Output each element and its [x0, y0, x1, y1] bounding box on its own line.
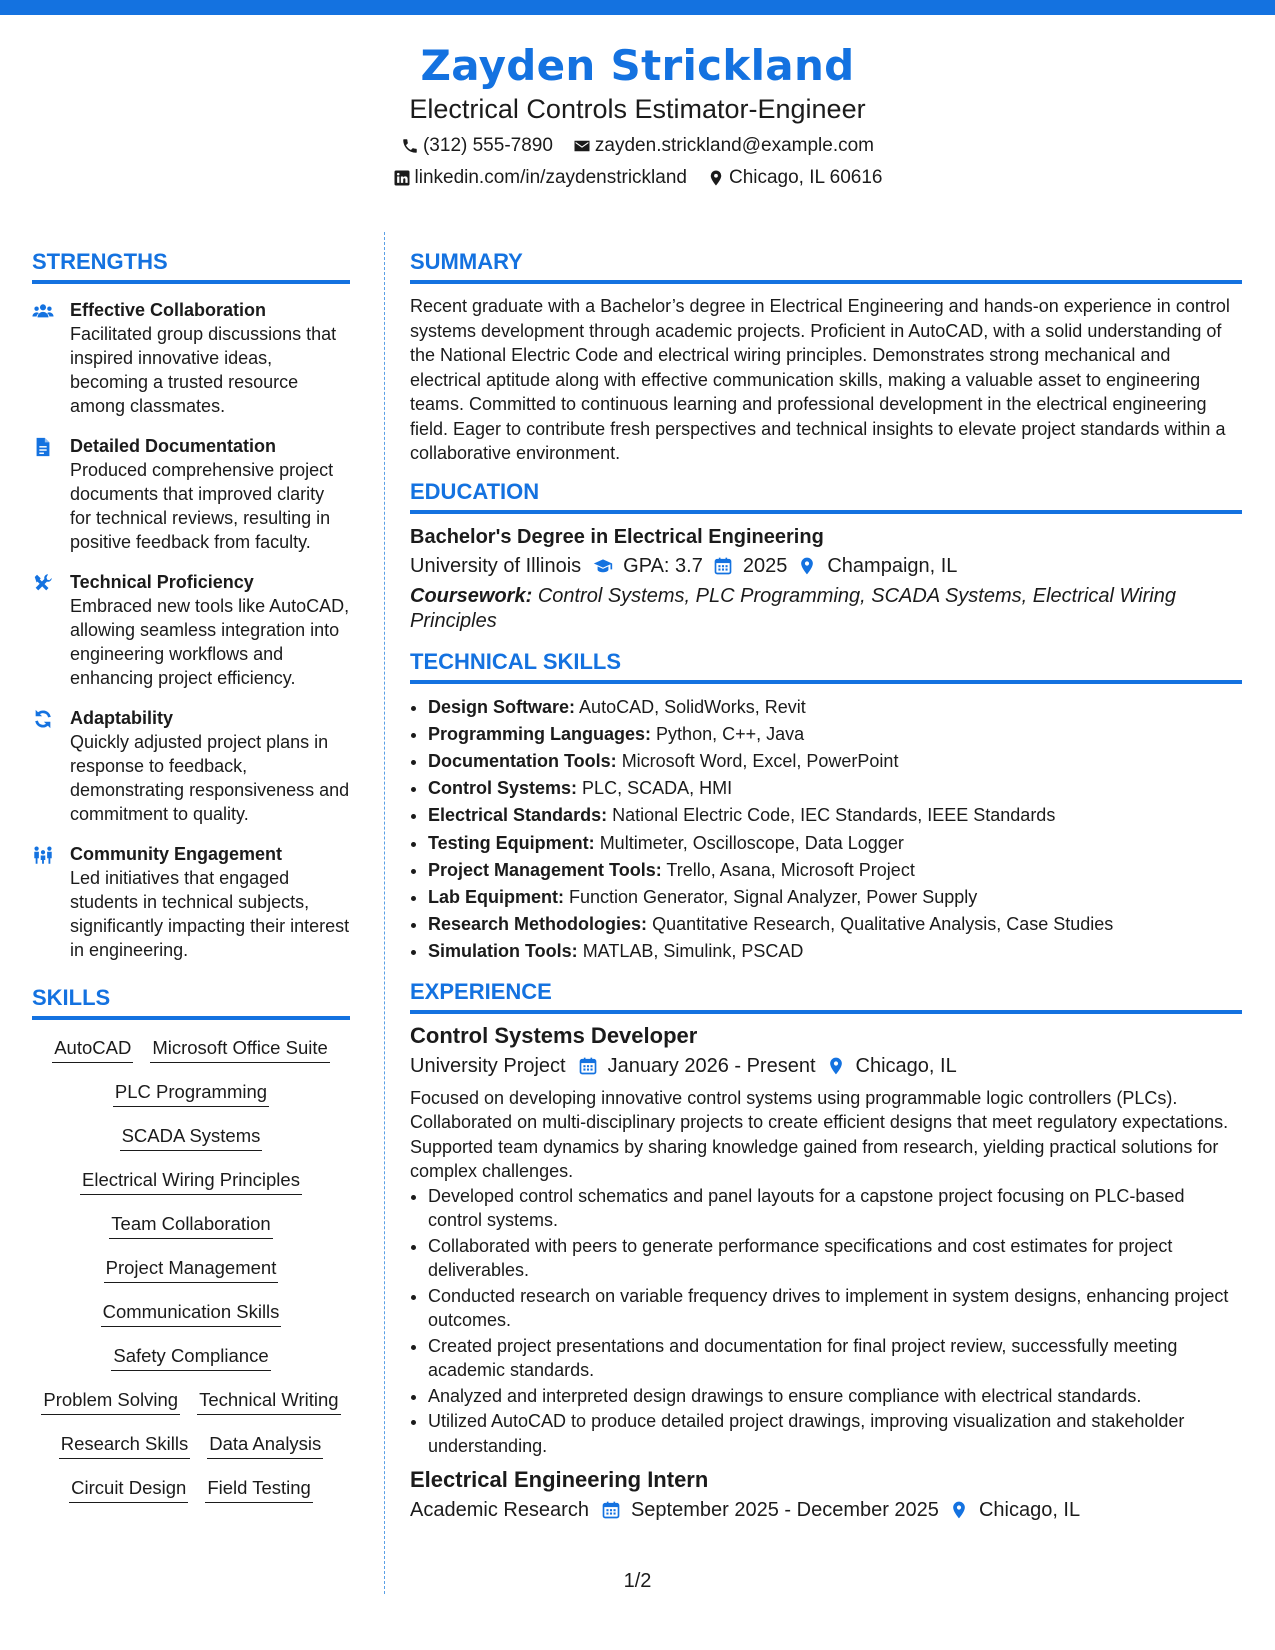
skill-tag: SCADA Systems: [120, 1124, 263, 1151]
resume-header: [0, 40, 1275, 190]
skill-row: [32, 1388, 350, 1415]
tech-skill-label: Design Software:: [428, 696, 576, 717]
list-item: [428, 775, 1242, 802]
coursework-label: Coursework:: [410, 584, 533, 607]
technical-skills-list: [410, 694, 1242, 966]
strength-desc: Led initiatives that engaged students in technical subjects, significantly impacting their interest in engineering.: [70, 868, 350, 960]
contact-line-2: [0, 166, 1275, 190]
phone-icon: [401, 137, 419, 155]
list-item: [428, 721, 1242, 748]
job-location: Chicago, IL: [855, 1054, 957, 1077]
list-item: [428, 830, 1242, 857]
phone-text: (312) 555-7890: [422, 135, 553, 156]
skills-list: [32, 1036, 350, 1503]
tech-skill-value: Multimeter, Oscilloscope, Data Logger: [599, 832, 904, 853]
contact-email[interactable]: [573, 134, 874, 158]
tech-skill-label: Simulation Tools:: [428, 941, 578, 962]
tech-skill-value: AutoCAD, SolidWorks, Revit: [579, 696, 806, 717]
job-title: Electrical Engineering Intern: [410, 1467, 709, 1493]
map-pin-icon: [797, 556, 817, 576]
job-dates: January 2026 - Present: [607, 1054, 816, 1077]
list-item: [428, 938, 1242, 965]
education-coursework: [410, 584, 1242, 634]
contact-linkedin[interactable]: [393, 166, 687, 190]
linkedin-icon: [393, 169, 411, 187]
refresh-icon: [32, 706, 70, 826]
list-item: [428, 694, 1242, 721]
job-org: Academic Research: [410, 1499, 589, 1522]
tech-skill-label: Project Management Tools:: [428, 859, 662, 880]
strength-title: Community Engagement: [70, 844, 283, 864]
job-org: University Project: [410, 1054, 566, 1077]
strength-desc: Facilitated group discussions that inspired innovative ideas, becoming a trusted resource among classmates.: [70, 324, 337, 416]
skill-tag: Technical Writing: [197, 1388, 341, 1415]
strength-item: [32, 706, 350, 826]
list-item: [428, 884, 1242, 911]
strengths-heading: STRENGTHS: [32, 248, 350, 284]
tech-skill-label: Control Systems:: [428, 778, 578, 799]
skill-row: [32, 1168, 350, 1195]
skill-row: [32, 1256, 350, 1283]
skills-heading: SKILLS: [32, 984, 350, 1020]
summary-text: Recent graduate with a Bachelor’s degree in Electrical Engineering and hands-on experience in control systems development through academic projects. Proficient in AutoCAD, with a solid understanding of the National Electric Code and electrical wiring principles. Demonstrates strong mechanical and electrical aptitude along with effective communication skills, making a valuable asset to engineering teams. Committed to continuous learning and professional development in the electrical engineering field. Eager to contribute fresh perspectives and technical insights to elevate project standards within a collaborative environment.: [410, 296, 1230, 463]
map-pin-icon: [949, 1500, 969, 1520]
linkedin-text: linkedin.com/in/zaydenstrickland: [414, 167, 687, 188]
education-year: 2025: [742, 554, 788, 577]
strength-title: Detailed Documentation: [70, 436, 277, 456]
document-icon: [32, 434, 70, 554]
tech-skill-label: Documentation Tools:: [428, 750, 617, 771]
skill-tag: Field Testing: [205, 1476, 313, 1503]
coursework-list: Control Systems, PLC Programming, SCADA Systems, Electrical Wiring Principles: [410, 584, 1176, 632]
tech-skill-label: Electrical Standards:: [428, 805, 608, 826]
candidate-title: Electrical Controls Estimator-Engineer: [409, 94, 866, 124]
job-bullets: [410, 1184, 1242, 1459]
tech-skill-value: Quantitative Research, Qualitative Analysis, Case Studies: [652, 914, 1114, 935]
skill-row: [32, 1300, 350, 1327]
map-pin-icon: [826, 1056, 846, 1076]
strength-item: [32, 570, 350, 690]
job-meta: [410, 1496, 1242, 1524]
list-item: • Developed control schematics and panel layouts for a capstone project focusing on PLC-based control systems.: [428, 1184, 1242, 1233]
tech-skill-value: National Electric Code, IEC Standards, IEEE Standards: [612, 805, 1056, 826]
calendar-icon: [601, 1500, 621, 1520]
email-text: zayden.strickland@example.com: [594, 135, 874, 156]
summary-heading: SUMMARY: [410, 248, 1242, 284]
skill-row: [32, 1476, 350, 1503]
job-entry: [410, 1022, 1242, 1459]
users-icon: [32, 298, 70, 418]
top-accent-bar: [0, 0, 1275, 15]
map-pin-icon: [707, 169, 725, 187]
skill-row: [32, 1124, 350, 1151]
list-item: [428, 748, 1242, 775]
skill-row: [32, 1344, 350, 1371]
education-gpa: GPA: 3.7: [623, 554, 703, 577]
contact-line-1: [0, 134, 1275, 158]
tech-skill-label: Testing Equipment:: [428, 832, 595, 853]
skill-tag: Project Management: [104, 1256, 279, 1283]
tech-skill-value: Function Generator, Signal Analyzer, Power Supply: [569, 886, 978, 907]
list-item: [428, 802, 1242, 829]
job-title: Control Systems Developer: [410, 1022, 698, 1048]
tech-skill-label: Programming Languages:: [428, 723, 652, 744]
tech-skill-value: PLC, SCADA, HMI: [582, 778, 733, 799]
calendar-icon: [713, 556, 733, 576]
tech-skill-value: Python, C++, Java: [656, 723, 805, 744]
strength-item: [32, 842, 350, 962]
job-entry: [410, 1466, 1242, 1524]
tech-skill-label: Lab Equipment:: [428, 886, 564, 907]
skill-tag: Research Skills: [59, 1432, 191, 1459]
list-item: [428, 857, 1242, 884]
skill-tag: Team Collaboration: [109, 1212, 272, 1239]
skill-tag: Communication Skills: [101, 1300, 282, 1327]
skill-row: [32, 1036, 350, 1063]
list-item: • Created project presentations and documentation for final project review, successfully meeting academic standards.: [428, 1334, 1242, 1383]
graduation-cap-icon: [593, 556, 613, 576]
column-divider: [384, 232, 385, 1594]
tech-skill-value: MATLAB, Simulink, PSCAD: [582, 941, 804, 962]
job-meta: [410, 1052, 1242, 1080]
list-item: • Collaborated with peers to generate performance specifications and cost estimates for project deliverables.: [428, 1234, 1242, 1283]
strength-item: [32, 298, 350, 418]
left-column: [32, 248, 350, 1520]
strength-desc: Embraced new tools like AutoCAD, allowing seamless integration into engineering workflows and enhancing project efficiency.: [70, 596, 350, 688]
right-column: [410, 248, 1242, 1524]
list-item: [428, 911, 1242, 938]
strength-title: Adaptability: [70, 708, 174, 728]
skill-tag: Data Analysis: [207, 1432, 323, 1459]
job-dates: September 2025 - December 2025: [630, 1499, 939, 1522]
tech-skill-value: Microsoft Word, Excel, PowerPoint: [621, 750, 899, 771]
education-degree: Bachelor's Degree in Electrical Engineering: [410, 525, 824, 548]
strength-desc: Quickly adjusted project plans in response to feedback, demonstrating responsiveness and commitment to quality.: [70, 732, 350, 824]
list-item: • Analyzed and interpreted design drawings to ensure compliance with electrical standards.: [428, 1384, 1242, 1409]
skill-tag: PLC Programming: [113, 1080, 269, 1107]
education-meta: [410, 552, 1242, 580]
strength-item: [32, 434, 350, 554]
strength-title: Effective Collaboration: [70, 300, 267, 320]
skill-tag: Circuit Design: [69, 1476, 188, 1503]
list-item: • Conducted research on variable frequency drives to implement in system designs, enhancing project outcomes.: [428, 1284, 1242, 1333]
education-school: University of Illinois: [410, 554, 582, 577]
skill-tag: Microsoft Office Suite: [150, 1036, 329, 1063]
skill-tag: Safety Compliance: [111, 1344, 270, 1371]
tech-skill-value: Trello, Asana, Microsoft Project: [666, 859, 915, 880]
technical-skills-heading: TECHNICAL SKILLS: [410, 648, 1242, 684]
strength-title: Technical Proficiency: [70, 572, 254, 592]
strength-desc: Produced comprehensive project documents that improved clarity for technical reviews, resulting in positive feedback from faculty.: [70, 460, 334, 552]
tools-icon: [32, 570, 70, 690]
tech-skill-label: Research Methodologies:: [428, 914, 648, 935]
envelope-icon: [573, 137, 591, 155]
education-heading: EDUCATION: [410, 478, 1242, 514]
list-item: • Utilized AutoCAD to produce detailed project drawings, improving visualization and stakeholder understanding.: [428, 1409, 1242, 1458]
skill-row: [32, 1212, 350, 1239]
skill-tag: Problem Solving: [41, 1388, 180, 1415]
contact-location: [707, 166, 883, 190]
calendar-icon: [578, 1056, 598, 1076]
experience-heading: EXPERIENCE: [410, 978, 1242, 1014]
job-location: Chicago, IL: [978, 1499, 1081, 1522]
contact-phone[interactable]: [401, 134, 553, 158]
community-icon: [32, 842, 70, 962]
candidate-name: Zayden Strickland: [420, 41, 855, 90]
skill-tag: AutoCAD: [52, 1036, 133, 1063]
skill-row: [32, 1432, 350, 1459]
location-text: Chicago, IL 60616: [728, 167, 883, 188]
skill-tag: Electrical Wiring Principles: [80, 1168, 302, 1195]
job-description: Focused on developing innovative control systems using programmable logic controllers (PLCs). Collaborated on multi-disciplinary projects to create efficient designs that meet regulatory expectations. Supported team dynamics by sharing knowledge gained from research, yielding practical solutions for complex challenges.: [410, 1087, 1229, 1182]
page-indicator: 1/2: [623, 1570, 652, 1592]
education-location: Champaign, IL: [827, 554, 958, 577]
skill-row: [32, 1080, 350, 1107]
